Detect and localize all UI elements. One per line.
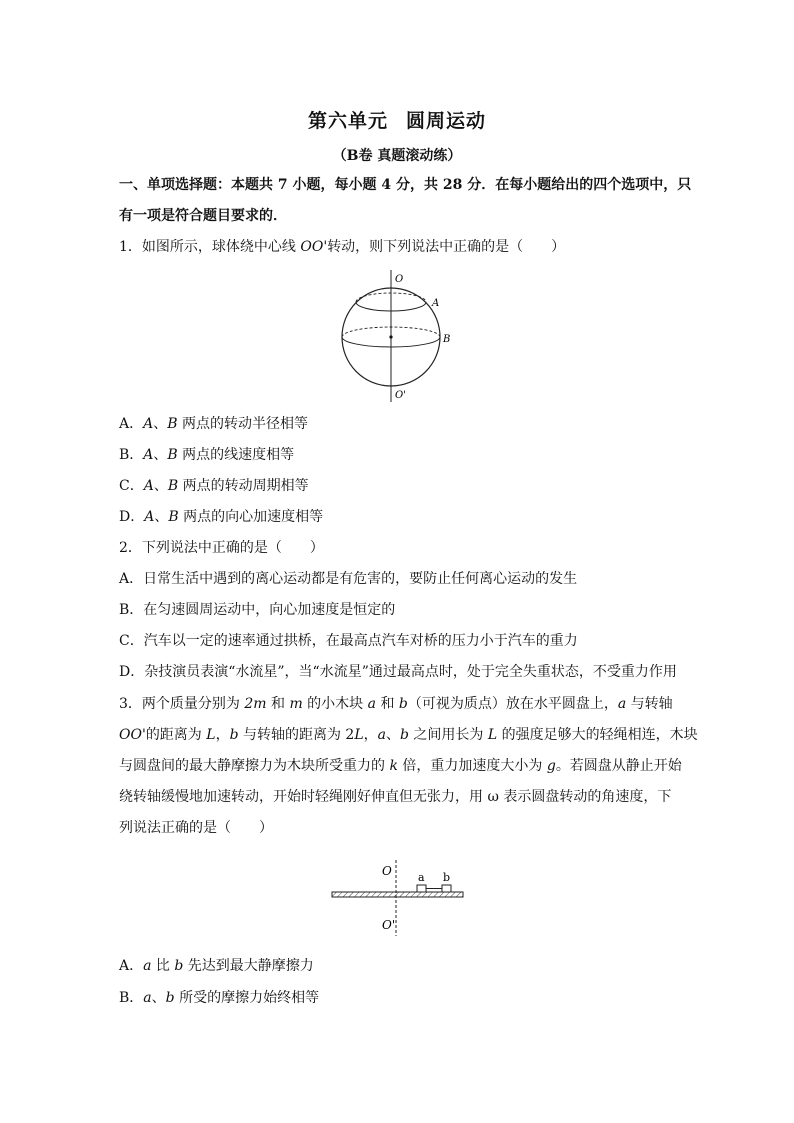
label-O-prime: O' bbox=[395, 390, 406, 401]
disk bbox=[332, 892, 463, 897]
page-title bbox=[0, 106, 794, 133]
q1-option-b: B．A、B 两点的线速度相等 bbox=[119, 447, 295, 463]
q3-stem-line4: 绕转轴缓慢地加速转动，开始时轻绳刚好伸直但无张力，用 ω 表示圆盘转动的角速度，下 bbox=[119, 789, 672, 805]
label-a: a bbox=[418, 871, 425, 884]
q2-option-c: C．汽车以一定的速率通过拱桥，在最高点汽车对桥的压力小于汽车的重力 bbox=[119, 633, 578, 649]
q3-stem-line5: 列说法正确的是（ ） bbox=[119, 820, 273, 836]
title-unit: 第六单元 bbox=[307, 110, 388, 132]
label-O-prime: O' bbox=[382, 918, 396, 932]
q3-stem-line1: 3．两个质量分别为 2m 和 m 的小木块 a 和 b（可视为质点）放在水平圆盘上，a 与转轴 bbox=[119, 696, 673, 712]
section-heading-line1: 一、单项选择题：本题共 7 小题，每小题 4 分，共 28 分．在每小题给出的四个选项中，只 bbox=[119, 177, 692, 193]
block-a bbox=[417, 885, 426, 892]
q3-stem-line2: OO'的距离为 L，b 与转轴的距离为 2L，a、b 之间用长为 L 的强度足够大的轻绳相连，木块 bbox=[119, 727, 698, 743]
q2-option-b: B．在匀速圆周运动中，向心加速度是恒定的 bbox=[119, 602, 396, 618]
q3-option-a: A．a 比 b 先达到最大静摩擦力 bbox=[119, 958, 314, 974]
label-B: B bbox=[443, 334, 451, 345]
title-topic: 圆周运动 bbox=[406, 110, 487, 132]
q1-option-d: D．A、B 两点的向心加速度相等 bbox=[119, 509, 324, 525]
block-b bbox=[442, 885, 451, 892]
label-O: O bbox=[382, 864, 392, 878]
label-b: b bbox=[443, 871, 451, 884]
q1-option-a: A．A、B 两点的转动半径相等 bbox=[119, 416, 308, 432]
page-subtitle: （B卷 真题滚动练） bbox=[332, 148, 462, 164]
label-A: A bbox=[432, 298, 440, 309]
q1-stem: 1．如图所示，球体绕中心线 OO'转动，则下列说法中正确的是（ ） bbox=[119, 239, 566, 255]
q1-option-c: C．A、B 两点的转动周期相等 bbox=[119, 478, 309, 494]
label-O: O bbox=[395, 274, 404, 285]
q2-option-d: D．杂技演员表演“水流星”，当“水流星”通过最高点时，处于完全失重状态，不受重力作用 bbox=[119, 664, 677, 680]
q2-stem: 2．下列说法中正确的是（ ） bbox=[119, 540, 324, 556]
q3-option-b: B．a、b 所受的摩擦力始终相等 bbox=[119, 990, 320, 1006]
disk-figure bbox=[325, 858, 470, 938]
q3-stem-line3: 与圆盘间的最大静摩擦力为木块所受重力的 k 倍，重力加速度大小为 g。若圆盘从静止开始 bbox=[119, 758, 682, 774]
center-point bbox=[389, 335, 392, 338]
section-heading-line2: 有一项是符合题目要求的． bbox=[119, 208, 287, 224]
sphere-figure bbox=[330, 266, 460, 404]
q2-option-a: A．日常生活中遇到的离心运动都是有危害的，要防止任何离心运动的发生 bbox=[119, 571, 578, 587]
